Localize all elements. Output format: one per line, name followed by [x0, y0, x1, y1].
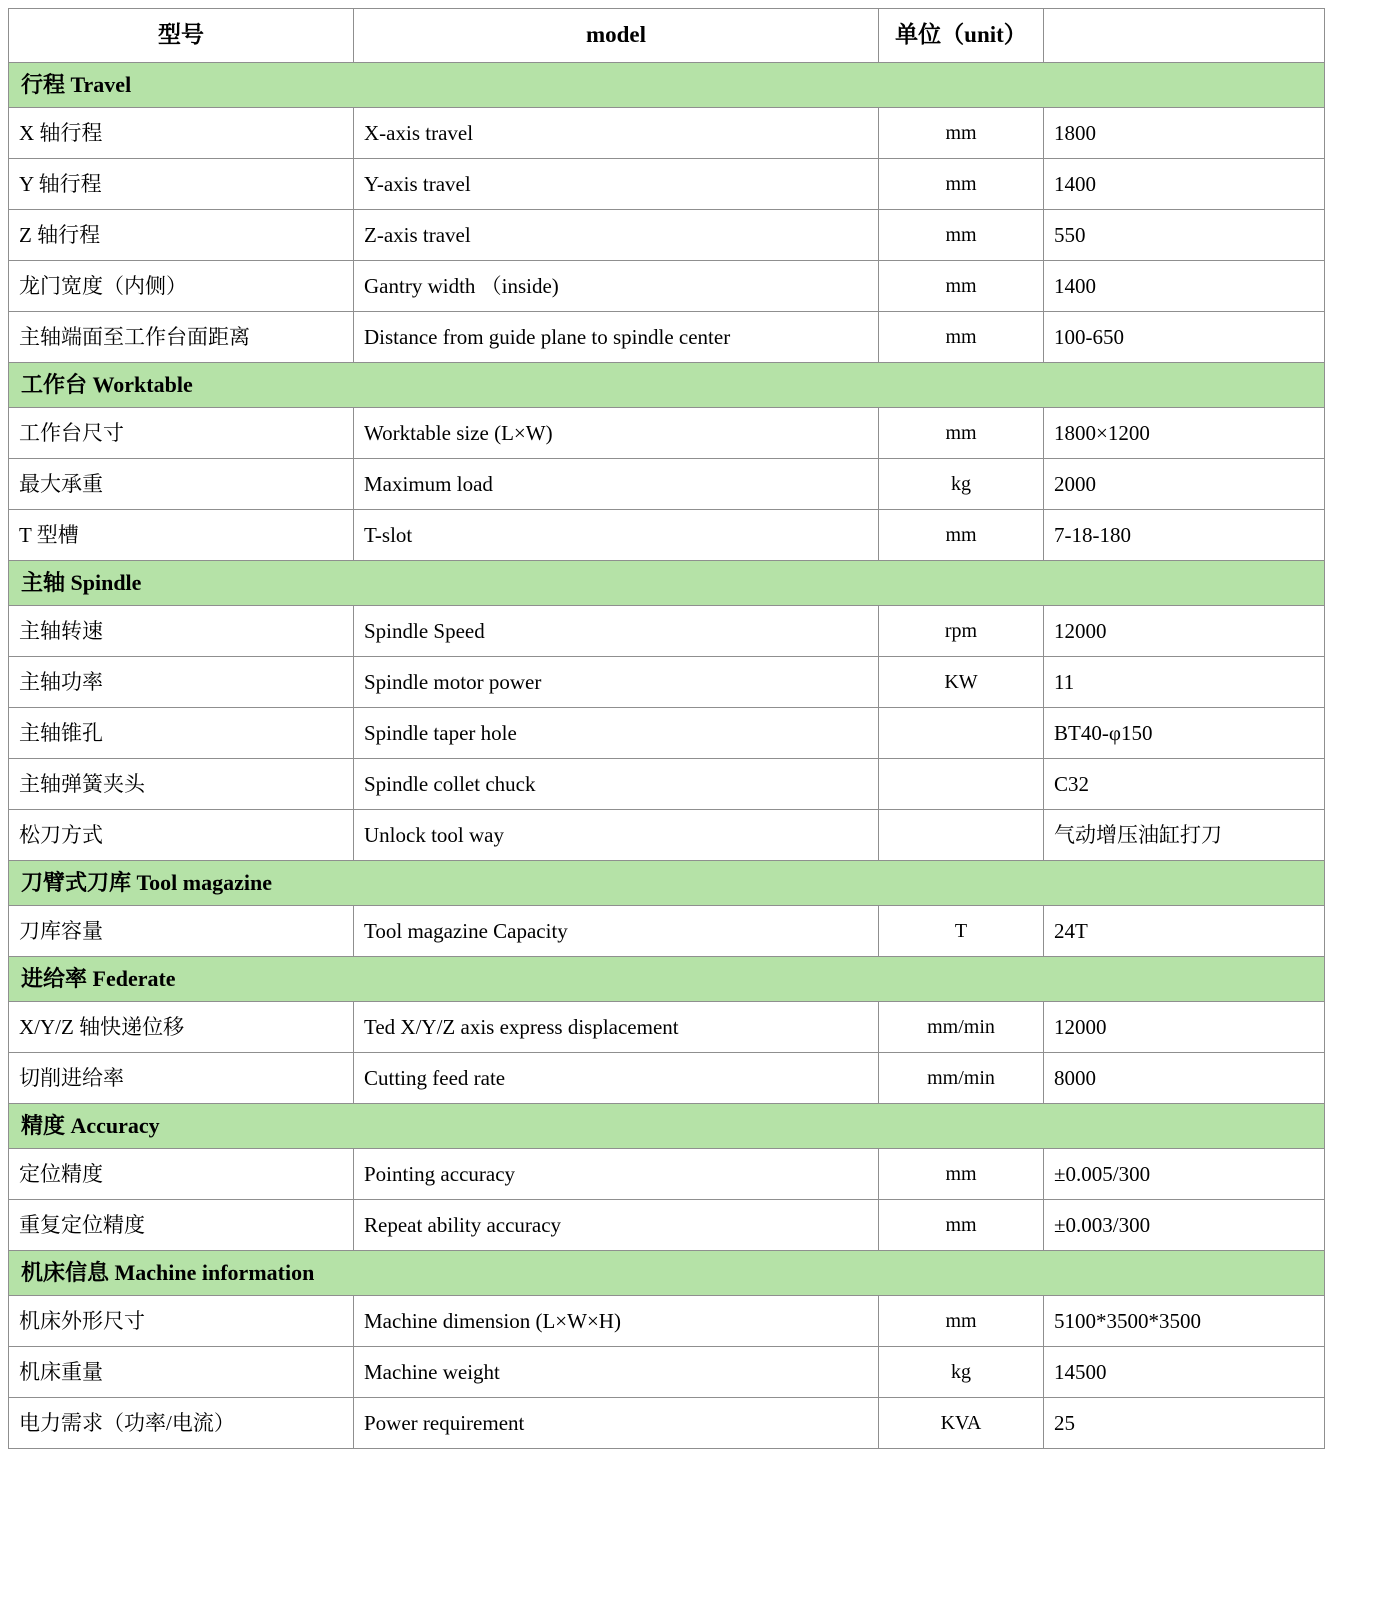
- spec-value: C32: [1044, 759, 1325, 810]
- table-row: [9, 210, 1325, 261]
- spec-name-en: T-slot: [354, 510, 879, 561]
- table-row: [9, 1002, 1325, 1053]
- spec-name-cn: 机床外形尺寸: [9, 1296, 354, 1347]
- table-row: [9, 408, 1325, 459]
- spec-name-cn: 定位精度: [9, 1149, 354, 1200]
- header-cell-unit: 单位（unit）: [879, 9, 1044, 63]
- table-row: [9, 708, 1325, 759]
- spec-name-en: Machine dimension (L×W×H): [354, 1296, 879, 1347]
- spec-value: ±0.003/300: [1044, 1200, 1325, 1251]
- section-header-label: 主轴 Spindle: [9, 561, 1325, 606]
- spec-unit: mm: [879, 159, 1044, 210]
- spec-name-en: Spindle taper hole: [354, 708, 879, 759]
- spec-name-en: Pointing accuracy: [354, 1149, 879, 1200]
- spec-name-en: Maximum load: [354, 459, 879, 510]
- spec-unit: mm: [879, 312, 1044, 363]
- spec-unit: kg: [879, 1347, 1044, 1398]
- section-header-row: [9, 1251, 1325, 1296]
- section-header-label: 机床信息 Machine information: [9, 1251, 1325, 1296]
- spec-value: 11: [1044, 657, 1325, 708]
- spec-name-cn: Z 轴行程: [9, 210, 354, 261]
- spec-value: 24T: [1044, 906, 1325, 957]
- spec-name-en: Y-axis travel: [354, 159, 879, 210]
- spec-unit: mm: [879, 408, 1044, 459]
- section-header-row: [9, 1104, 1325, 1149]
- table-row: [9, 1149, 1325, 1200]
- section-header-label: 精度 Accuracy: [9, 1104, 1325, 1149]
- spec-name-en: Tool magazine Capacity: [354, 906, 879, 957]
- spec-unit: KVA: [879, 1398, 1044, 1449]
- spec-value: 2000: [1044, 459, 1325, 510]
- spec-unit: mm/min: [879, 1002, 1044, 1053]
- section-header-row: [9, 363, 1325, 408]
- spec-unit: mm: [879, 1149, 1044, 1200]
- spec-name-cn: X 轴行程: [9, 108, 354, 159]
- table-row: [9, 810, 1325, 861]
- spec-name-en: Unlock tool way: [354, 810, 879, 861]
- table-row: [9, 906, 1325, 957]
- table-row: [9, 510, 1325, 561]
- table-row: [9, 1398, 1325, 1449]
- table-row: [9, 1053, 1325, 1104]
- spec-unit: T: [879, 906, 1044, 957]
- spec-name-cn: 切削进给率: [9, 1053, 354, 1104]
- spec-value: 25: [1044, 1398, 1325, 1449]
- spec-unit: [879, 708, 1044, 759]
- spec-unit: mm/min: [879, 1053, 1044, 1104]
- table-row: [9, 159, 1325, 210]
- spec-name-cn: 工作台尺寸: [9, 408, 354, 459]
- spec-name-cn: 机床重量: [9, 1347, 354, 1398]
- table-row: [9, 1200, 1325, 1251]
- spec-unit: KW: [879, 657, 1044, 708]
- spec-unit: kg: [879, 459, 1044, 510]
- spec-value: 1400: [1044, 159, 1325, 210]
- spec-name-cn: 主轴端面至工作台面距离: [9, 312, 354, 363]
- spec-value: 1800: [1044, 108, 1325, 159]
- spec-name-en: Spindle Speed: [354, 606, 879, 657]
- spec-name-cn: 重复定位精度: [9, 1200, 354, 1251]
- table-row: [9, 606, 1325, 657]
- spec-name-cn: 刀库容量: [9, 906, 354, 957]
- spec-value: 100-650: [1044, 312, 1325, 363]
- header-cell-model-en: model: [354, 9, 879, 63]
- section-header-row: [9, 957, 1325, 1002]
- spec-unit: mm: [879, 210, 1044, 261]
- spec-value: 12000: [1044, 606, 1325, 657]
- spec-name-cn: Y 轴行程: [9, 159, 354, 210]
- spec-value: 550: [1044, 210, 1325, 261]
- spec-unit: [879, 759, 1044, 810]
- section-header-label: 刀臂式刀库 Tool magazine: [9, 861, 1325, 906]
- header-cell-value: [1044, 9, 1325, 63]
- spec-name-cn: 主轴弹簧夹头: [9, 759, 354, 810]
- section-header-label: 行程 Travel: [9, 63, 1325, 108]
- spec-value: 14500: [1044, 1347, 1325, 1398]
- section-header-label: 进给率 Federate: [9, 957, 1325, 1002]
- spec-value: 7-18-180: [1044, 510, 1325, 561]
- spec-name-cn: 主轴锥孔: [9, 708, 354, 759]
- table-header-row: [9, 9, 1325, 63]
- spec-unit: mm: [879, 108, 1044, 159]
- spec-name-en: Gantry width （inside): [354, 261, 879, 312]
- spec-name-en: X-axis travel: [354, 108, 879, 159]
- table-row: [9, 312, 1325, 363]
- spec-name-en: Spindle motor power: [354, 657, 879, 708]
- spec-name-en: Cutting feed rate: [354, 1053, 879, 1104]
- table-row: [9, 261, 1325, 312]
- spec-unit: rpm: [879, 606, 1044, 657]
- spec-value: 1800×1200: [1044, 408, 1325, 459]
- spec-name-en: Power requirement: [354, 1398, 879, 1449]
- spec-name-cn: 龙门宽度（内侧）: [9, 261, 354, 312]
- spec-name-en: Ted X/Y/Z axis express displacement: [354, 1002, 879, 1053]
- spec-value: 气动增压油缸打刀: [1044, 810, 1325, 861]
- spec-name-cn: 松刀方式: [9, 810, 354, 861]
- section-header-row: [9, 561, 1325, 606]
- spec-name-en: Distance from guide plane to spindle center: [354, 312, 879, 363]
- spec-name-en: Z-axis travel: [354, 210, 879, 261]
- machine-specification-table: [8, 8, 1325, 1449]
- table-row: [9, 657, 1325, 708]
- header-cell-model-cn: 型号: [9, 9, 354, 63]
- table-row: [9, 459, 1325, 510]
- spec-name-cn: 主轴功率: [9, 657, 354, 708]
- spec-value: 1400: [1044, 261, 1325, 312]
- spec-unit: mm: [879, 1296, 1044, 1347]
- spec-name-en: Spindle collet chuck: [354, 759, 879, 810]
- table-row: [9, 759, 1325, 810]
- spec-unit: mm: [879, 510, 1044, 561]
- spec-unit: mm: [879, 261, 1044, 312]
- spec-value: BT40-φ150: [1044, 708, 1325, 759]
- section-header-row: [9, 861, 1325, 906]
- spec-value: 12000: [1044, 1002, 1325, 1053]
- spec-name-cn: 主轴转速: [9, 606, 354, 657]
- spec-unit: [879, 810, 1044, 861]
- section-header-row: [9, 63, 1325, 108]
- spec-name-cn: 最大承重: [9, 459, 354, 510]
- spec-name-cn: X/Y/Z 轴快递位移: [9, 1002, 354, 1053]
- section-header-label: 工作台 Worktable: [9, 363, 1325, 408]
- spec-unit: mm: [879, 1200, 1044, 1251]
- table-body: [9, 9, 1325, 1449]
- spec-name-cn: 电力需求（功率/电流）: [9, 1398, 354, 1449]
- spec-name-en: Machine weight: [354, 1347, 879, 1398]
- table-row: [9, 1347, 1325, 1398]
- spec-name-en: Repeat ability accuracy: [354, 1200, 879, 1251]
- spec-value: 5100*3500*3500: [1044, 1296, 1325, 1347]
- table-row: [9, 108, 1325, 159]
- spec-name-en: Worktable size (L×W): [354, 408, 879, 459]
- spec-name-cn: T 型槽: [9, 510, 354, 561]
- spec-value: ±0.005/300: [1044, 1149, 1325, 1200]
- table-row: [9, 1296, 1325, 1347]
- spec-value: 8000: [1044, 1053, 1325, 1104]
